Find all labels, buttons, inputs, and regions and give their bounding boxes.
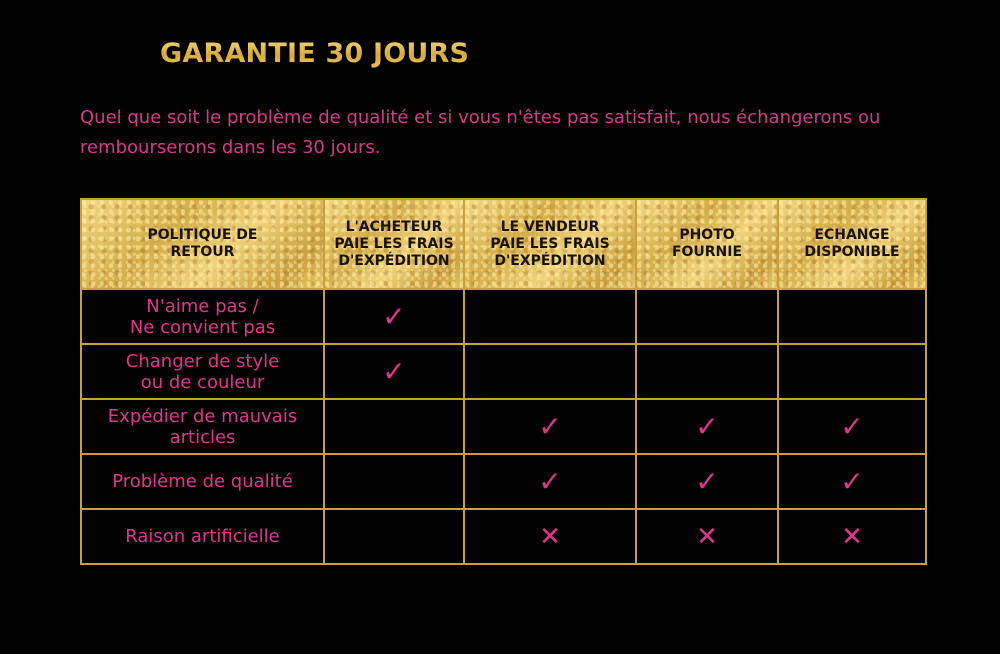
table-cell <box>324 399 464 454</box>
header-label: PHOTO FOURNIE <box>671 227 743 260</box>
guarantee-description: Quel que soit le problème de qualité et si vous n'êtes pas satisfait, nous échangerons ou rembourserons dans les 30 jours. <box>80 107 881 158</box>
table-cell <box>464 509 636 564</box>
check-icon: ✓ <box>840 464 864 498</box>
header-exchange-available <box>778 199 926 289</box>
table-cell <box>324 509 464 564</box>
table-cell <box>778 509 926 564</box>
check-icon: ✓ <box>840 409 864 443</box>
cross-icon: ✕ <box>696 521 718 552</box>
page-title: GARANTIE 30 JOURS <box>160 38 470 69</box>
header-label: LE VENDEUR PAIE LES FRAIS D'EXPÉDITION <box>490 218 610 269</box>
table-row <box>81 454 926 509</box>
check-icon: ✓ <box>538 464 562 498</box>
header-photo-provided <box>636 199 778 289</box>
header-label: ECHANGE DISPONIBLE <box>804 227 900 260</box>
table-row <box>81 289 926 344</box>
check-icon: ✓ <box>695 464 719 498</box>
check-icon: ✓ <box>382 354 406 388</box>
table-cell <box>636 289 778 344</box>
table-cell <box>636 344 778 399</box>
table-cell <box>464 289 636 344</box>
table-cell <box>778 344 926 399</box>
check-icon: ✓ <box>695 409 719 443</box>
table-row <box>81 344 926 399</box>
cross-icon: ✕ <box>539 521 561 552</box>
table-cell <box>778 289 926 344</box>
table-row <box>81 509 926 564</box>
table-cell <box>324 454 464 509</box>
table-cell <box>324 344 464 399</box>
table-cell <box>464 399 636 454</box>
table-cell <box>464 454 636 509</box>
row-label: Expédier de mauvais articles <box>81 399 324 454</box>
row-label: Raison artificielle <box>81 509 324 564</box>
check-icon: ✓ <box>382 299 406 333</box>
table-cell <box>778 399 926 454</box>
return-policy-table <box>80 198 927 565</box>
header-buyer-pays-shipping <box>324 199 464 289</box>
table-cell <box>636 399 778 454</box>
table-row <box>81 399 926 454</box>
row-label: N'aime pas / Ne convient pas <box>81 289 324 344</box>
table-header-row <box>81 199 926 289</box>
table-cell <box>778 454 926 509</box>
table-cell <box>324 289 464 344</box>
cross-icon: ✕ <box>841 521 863 552</box>
row-label: Problème de qualité <box>81 454 324 509</box>
header-seller-pays-shipping <box>464 199 636 289</box>
header-label: L'ACHETEUR PAIE LES FRAIS D'EXPÉDITION <box>334 218 454 269</box>
table-cell <box>464 344 636 399</box>
table-cell <box>636 509 778 564</box>
header-label: POLITIQUE DE RETOUR <box>147 227 258 260</box>
row-label: Changer de style ou de couleur <box>81 344 324 399</box>
table-cell <box>636 454 778 509</box>
header-return-policy <box>81 199 324 289</box>
check-icon: ✓ <box>538 409 562 443</box>
